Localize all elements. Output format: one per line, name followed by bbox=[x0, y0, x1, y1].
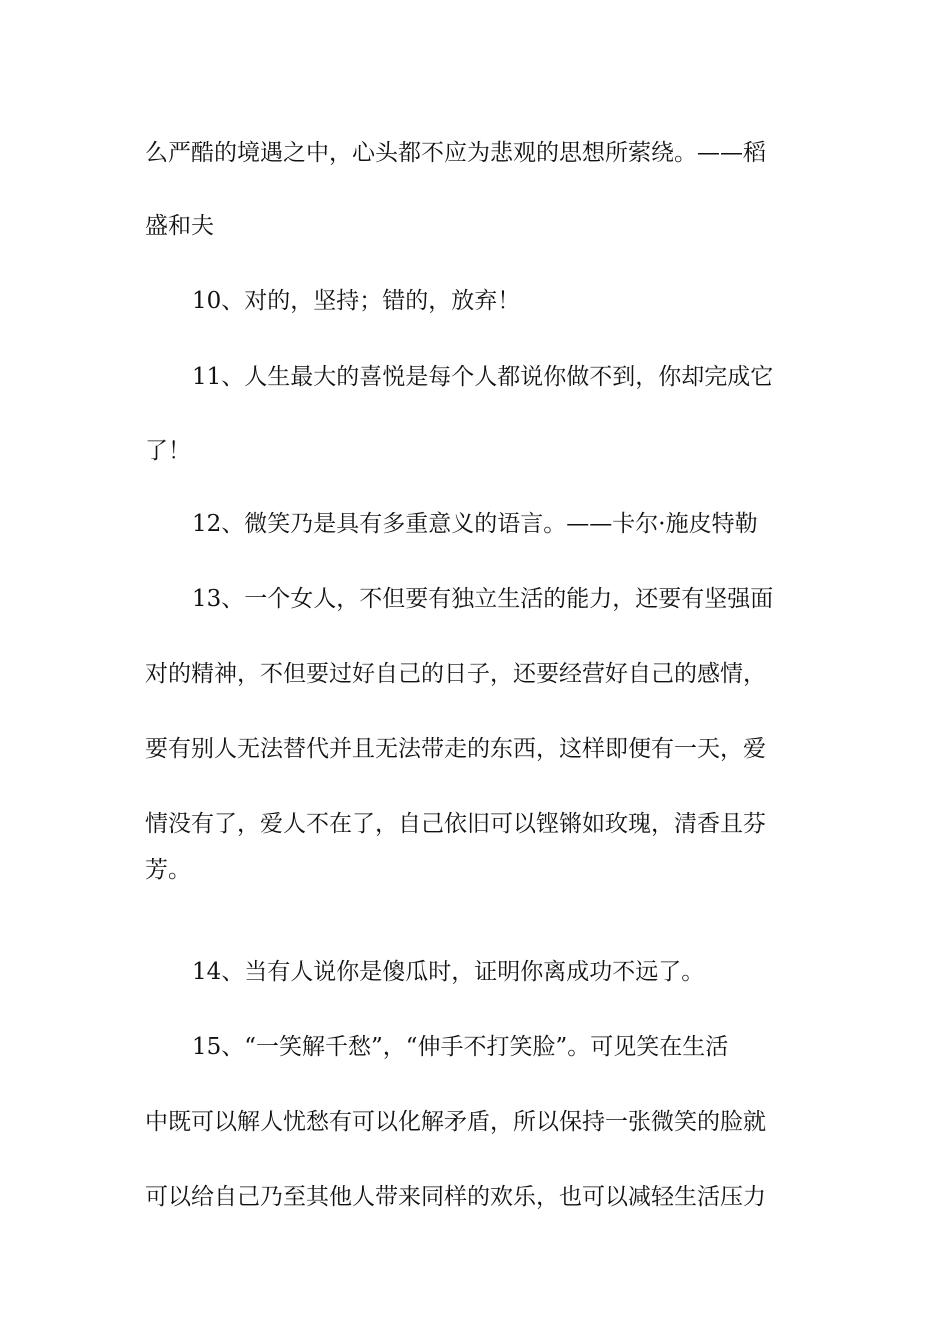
text-line: 盛和夫 bbox=[145, 213, 214, 239]
list-item-10: 10、对的，坚持；错的，放弃！ bbox=[192, 288, 521, 314]
text-line: 芳。 bbox=[145, 857, 191, 883]
text-line: 了！ bbox=[145, 438, 191, 464]
text-line: 情没有了，爱人不在了，自己依旧可以铿锵如玫瑰，清香且芬 bbox=[145, 811, 766, 837]
list-item-15: 15、“一笑解千愁”，“伸手不打笑脸”。可见笑在生活 bbox=[192, 1034, 729, 1060]
list-item-11: 11、人生最大的喜悦是每个人都说你做不到，你却完成它 bbox=[192, 364, 774, 390]
text-line: 对的精神，不但要过好自己的日子，还要经营好自己的感情， bbox=[145, 661, 766, 687]
text-line: 要有别人无法替代并且无法带走的东西，这样即便有一天，爱 bbox=[145, 736, 766, 762]
text-line: 可以给自己乃至其他人带来同样的欢乐，也可以减轻生活压力 bbox=[145, 1184, 766, 1210]
text-line: 中既可以解人忧愁有可以化解矛盾，所以保持一张微笑的脸就 bbox=[145, 1109, 766, 1135]
text-line: 么严酷的境遇之中，心头都不应为悲观的思想所萦绕。——稻 bbox=[145, 140, 766, 166]
list-item-12: 12、微笑乃是具有多重意义的语言。——卡尔·施皮特勒 bbox=[192, 511, 758, 537]
list-item-14: 14、当有人说你是傻瓜时，证明你离成功不远了。 bbox=[192, 959, 705, 985]
list-item-13: 13、一个女人，不但要有独立生活的能力，还要有坚强面 bbox=[192, 586, 774, 612]
